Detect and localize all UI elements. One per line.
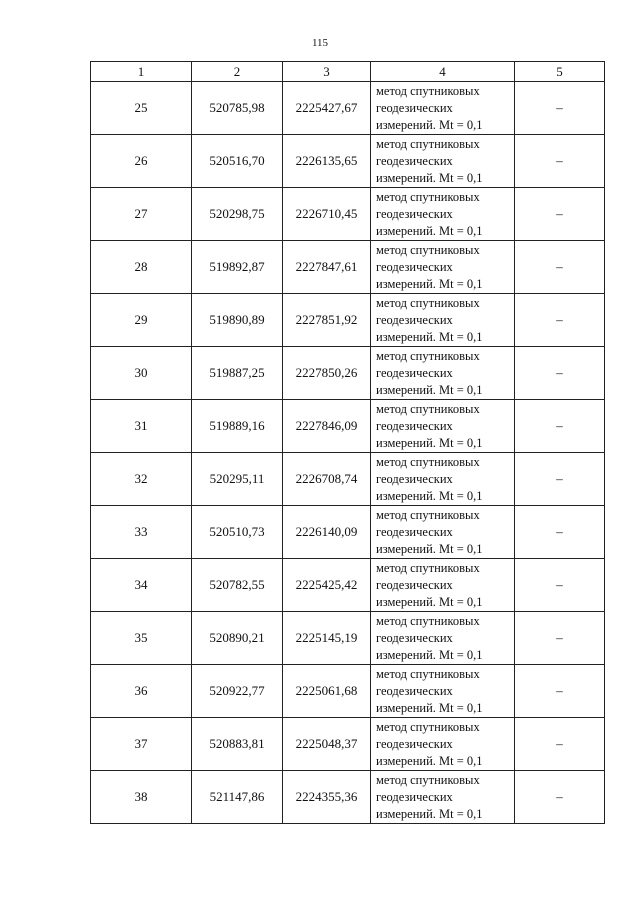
- method-cell: [371, 82, 515, 135]
- method-text-line: метод спутниковых: [376, 507, 480, 522]
- method-text-line: метод спутниковых: [376, 348, 480, 363]
- method-text-line: измерений. Mt = 0,1: [376, 382, 483, 397]
- y-coordinate-cell: 2227850,26: [283, 347, 371, 400]
- method-text-line: метод спутниковых: [376, 189, 480, 204]
- table-row: [91, 400, 605, 453]
- table-row: [91, 241, 605, 294]
- method-text-line: геодезических: [376, 736, 453, 751]
- y-coordinate-cell: 2226710,45: [283, 188, 371, 241]
- y-coordinate-cell: 2227846,09: [283, 400, 371, 453]
- y-coordinate-cell: 2227851,92: [283, 294, 371, 347]
- method-cell: [371, 559, 515, 612]
- header-row: [91, 62, 605, 82]
- method-cell: [371, 400, 515, 453]
- method-cell: [371, 771, 515, 824]
- x-coordinate-cell: 521147,86: [192, 771, 283, 824]
- method-text-line: измерений. Mt = 0,1: [376, 435, 483, 450]
- table-row: [91, 453, 605, 506]
- method-text-line: геодезических: [376, 471, 453, 486]
- point-number-cell: 27: [91, 188, 192, 241]
- method-text-line: измерений. Mt = 0,1: [376, 329, 483, 344]
- method-text-line: метод спутниковых: [376, 772, 480, 787]
- note-cell: –: [515, 294, 605, 347]
- table-row: [91, 347, 605, 400]
- method-text-line: метод спутниковых: [376, 295, 480, 310]
- note-cell: –: [515, 188, 605, 241]
- y-coordinate-cell: 2225425,42: [283, 559, 371, 612]
- x-coordinate-cell: 520516,70: [192, 135, 283, 188]
- column-header-1: 1: [91, 62, 192, 82]
- x-coordinate-cell: 520883,81: [192, 718, 283, 771]
- note-cell: –: [515, 718, 605, 771]
- method-cell: [371, 665, 515, 718]
- column-header-4: 4: [371, 62, 515, 82]
- table-row: [91, 612, 605, 665]
- y-coordinate-cell: 2227847,61: [283, 241, 371, 294]
- x-coordinate-cell: 520295,11: [192, 453, 283, 506]
- method-cell: [371, 135, 515, 188]
- x-coordinate-cell: 519892,87: [192, 241, 283, 294]
- note-cell: –: [515, 453, 605, 506]
- y-coordinate-cell: 2226135,65: [283, 135, 371, 188]
- method-text-line: метод спутниковых: [376, 719, 480, 734]
- table-row: [91, 718, 605, 771]
- point-number-cell: 34: [91, 559, 192, 612]
- method-text-line: геодезических: [376, 524, 453, 539]
- point-number-cell: 28: [91, 241, 192, 294]
- column-header-3: 3: [283, 62, 371, 82]
- method-text-line: измерений. Mt = 0,1: [376, 117, 483, 132]
- point-number-cell: 29: [91, 294, 192, 347]
- note-cell: –: [515, 347, 605, 400]
- note-cell: –: [515, 612, 605, 665]
- page-number: 115: [311, 37, 329, 49]
- method-text-line: измерений. Mt = 0,1: [376, 806, 483, 821]
- note-cell: –: [515, 400, 605, 453]
- table-row: [91, 506, 605, 559]
- note-cell: –: [515, 135, 605, 188]
- note-cell: –: [515, 771, 605, 824]
- x-coordinate-cell: 519890,89: [192, 294, 283, 347]
- note-cell: –: [515, 559, 605, 612]
- method-text-line: геодезических: [376, 577, 453, 592]
- method-text-line: геодезических: [376, 100, 453, 115]
- table-row: [91, 135, 605, 188]
- method-cell: [371, 241, 515, 294]
- method-text-line: измерений. Mt = 0,1: [376, 541, 483, 556]
- method-text-line: измерений. Mt = 0,1: [376, 594, 483, 609]
- method-cell: [371, 188, 515, 241]
- table-row: [91, 82, 605, 135]
- method-text-line: геодезических: [376, 683, 453, 698]
- method-text-line: геодезических: [376, 312, 453, 327]
- method-text-line: геодезических: [376, 630, 453, 645]
- y-coordinate-cell: 2225048,37: [283, 718, 371, 771]
- note-cell: –: [515, 665, 605, 718]
- point-number-cell: 25: [91, 82, 192, 135]
- point-number-cell: 38: [91, 771, 192, 824]
- column-header-5: 5: [515, 62, 605, 82]
- method-text-line: измерений. Mt = 0,1: [376, 700, 483, 715]
- x-coordinate-cell: 520298,75: [192, 188, 283, 241]
- y-coordinate-cell: 2225427,67: [283, 82, 371, 135]
- point-number-cell: 37: [91, 718, 192, 771]
- method-cell: [371, 294, 515, 347]
- y-coordinate-cell: 2225061,68: [283, 665, 371, 718]
- method-text-line: геодезических: [376, 206, 453, 221]
- coordinates-table: [90, 61, 605, 824]
- point-number-cell: 36: [91, 665, 192, 718]
- method-text-line: метод спутниковых: [376, 136, 480, 151]
- y-coordinate-cell: 2225145,19: [283, 612, 371, 665]
- method-text-line: измерений. Mt = 0,1: [376, 753, 483, 768]
- x-coordinate-cell: 520782,55: [192, 559, 283, 612]
- method-cell: [371, 612, 515, 665]
- method-text-line: геодезических: [376, 259, 453, 274]
- y-coordinate-cell: 2226140,09: [283, 506, 371, 559]
- y-coordinate-cell: 2226708,74: [283, 453, 371, 506]
- table-row: [91, 188, 605, 241]
- x-coordinate-cell: 520922,77: [192, 665, 283, 718]
- method-text-line: метод спутниковых: [376, 454, 480, 469]
- method-text-line: метод спутниковых: [376, 83, 480, 98]
- method-text-line: измерений. Mt = 0,1: [376, 647, 483, 662]
- table-body: [91, 82, 605, 824]
- x-coordinate-cell: 519887,25: [192, 347, 283, 400]
- table-row: [91, 665, 605, 718]
- method-text-line: метод спутниковых: [376, 401, 480, 416]
- table-row: [91, 771, 605, 824]
- method-cell: [371, 453, 515, 506]
- point-number-cell: 31: [91, 400, 192, 453]
- note-cell: –: [515, 82, 605, 135]
- method-text-line: измерений. Mt = 0,1: [376, 488, 483, 503]
- note-cell: –: [515, 506, 605, 559]
- method-cell: [371, 718, 515, 771]
- method-text-line: геодезических: [376, 418, 453, 433]
- method-text-line: метод спутниковых: [376, 613, 480, 628]
- method-text-line: геодезических: [376, 153, 453, 168]
- method-text-line: метод спутниковых: [376, 560, 480, 575]
- y-coordinate-cell: 2224355,36: [283, 771, 371, 824]
- x-coordinate-cell: 520785,98: [192, 82, 283, 135]
- method-text-line: метод спутниковых: [376, 242, 480, 257]
- method-text-line: геодезических: [376, 365, 453, 380]
- method-text-line: измерений. Mt = 0,1: [376, 276, 483, 291]
- x-coordinate-cell: 519889,16: [192, 400, 283, 453]
- method-cell: [371, 347, 515, 400]
- table-row: [91, 294, 605, 347]
- x-coordinate-cell: 520510,73: [192, 506, 283, 559]
- method-text-line: геодезических: [376, 789, 453, 804]
- point-number-cell: 26: [91, 135, 192, 188]
- method-cell: [371, 506, 515, 559]
- method-text-line: метод спутниковых: [376, 666, 480, 681]
- point-number-cell: 35: [91, 612, 192, 665]
- point-number-cell: 30: [91, 347, 192, 400]
- column-header-2: 2: [192, 62, 283, 82]
- point-number-cell: 32: [91, 453, 192, 506]
- method-text-line: измерений. Mt = 0,1: [376, 170, 483, 185]
- note-cell: –: [515, 241, 605, 294]
- method-text-line: измерений. Mt = 0,1: [376, 223, 483, 238]
- table-row: [91, 559, 605, 612]
- point-number-cell: 33: [91, 506, 192, 559]
- x-coordinate-cell: 520890,21: [192, 612, 283, 665]
